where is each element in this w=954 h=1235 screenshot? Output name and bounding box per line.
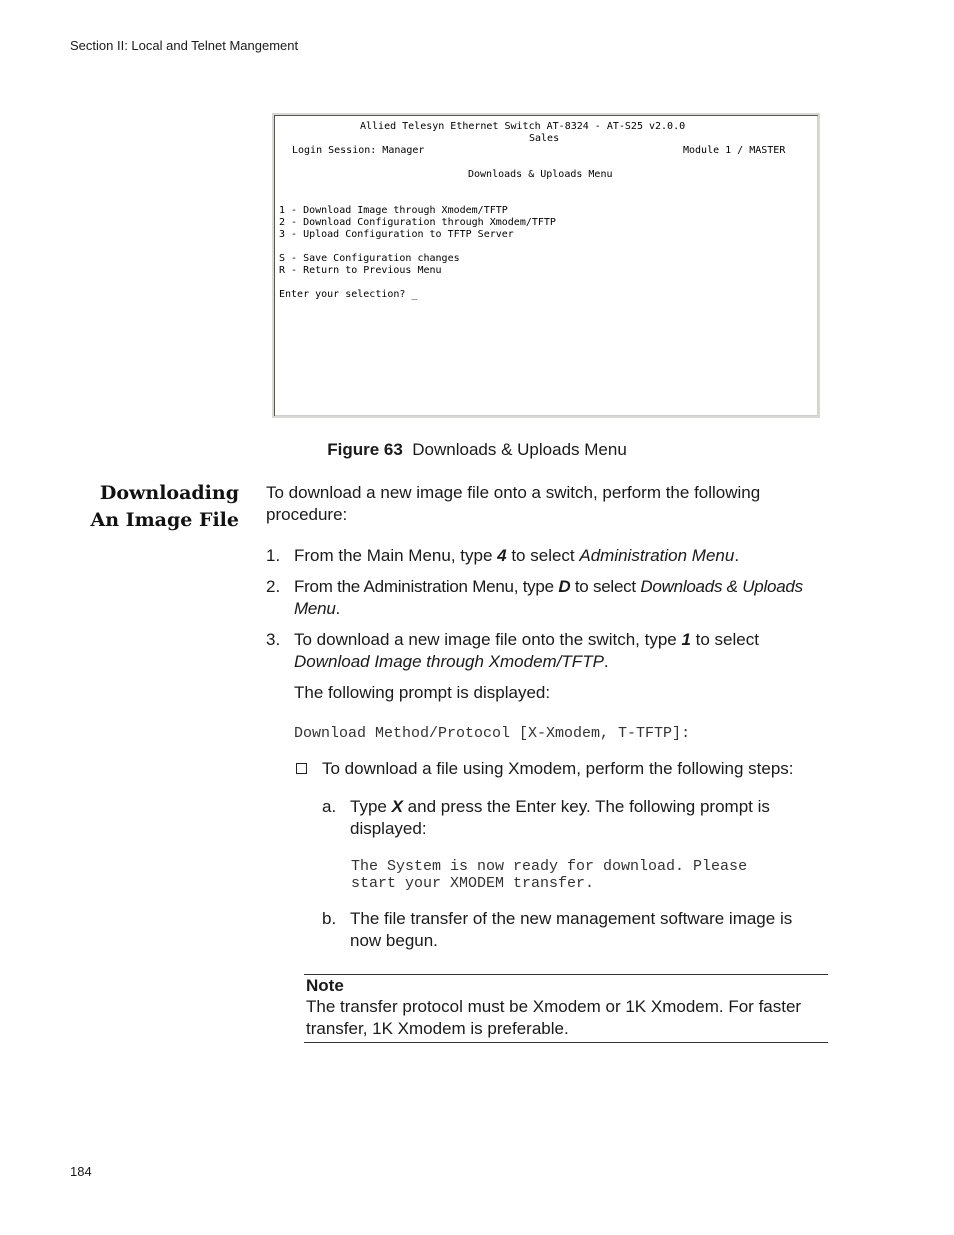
xmodem-prompt-line2: start your XMODEM transfer. [351, 875, 595, 892]
terminal-option-3: 3 - Upload Configuration to TFTP Server [279, 229, 514, 240]
step-1-target: Administration Menu [579, 546, 735, 565]
checkbox-bullet-icon [296, 763, 307, 774]
step-3 [294, 629, 804, 673]
substep-a-label: a. [322, 797, 337, 816]
page-number: 184 [70, 1164, 92, 1179]
step-2-mid: to select [570, 577, 641, 596]
step-3-target: Download Image through Xmodem/TFTP [294, 652, 604, 671]
prompt-intro: The following prompt is displayed: [294, 683, 551, 702]
note-bottom-rule [304, 1042, 828, 1043]
step-1-key: 4 [497, 546, 507, 565]
step-2 [294, 576, 829, 620]
substep-a-key: X [391, 797, 403, 816]
note-top-rule [304, 974, 828, 975]
step-2-end: . [335, 599, 341, 618]
substep-b: The file transfer of the new management software image is now begun. [350, 909, 793, 950]
terminal-prompt: Enter your selection? _ [279, 289, 418, 300]
section-heading [91, 480, 239, 534]
step-2-number: 2. [266, 577, 281, 596]
terminal-screenshot [272, 113, 820, 418]
step-1-mid: to select [506, 546, 580, 565]
step-1-number: 1. [266, 546, 281, 565]
step-2-text: From the Administration Menu, type [294, 577, 559, 596]
figure-caption [0, 440, 954, 460]
terminal-module: Module 1 / MASTER [683, 145, 786, 156]
step-2-key: D [558, 577, 571, 596]
section-heading-line2: An Image File [90, 509, 239, 531]
substep-b-label: b. [322, 909, 337, 928]
step-1-text: From the Main Menu, type [294, 546, 498, 565]
terminal-option-1: 1 - Download Image through Xmodem/TFTP [279, 205, 508, 216]
prompt-code: Download Method/Protocol [X-Xmodem, T-TFTP]: [294, 725, 691, 742]
step-2-target: Downloads & Uploads Menu [294, 577, 803, 618]
terminal-menu-title: Downloads & Uploads Menu [468, 169, 613, 180]
terminal-option-s: S - Save Configuration changes [279, 253, 460, 264]
running-header: Section II: Local and Telnet Mangement [70, 38, 299, 53]
terminal-system-name: Sales [529, 133, 560, 144]
note-title: Note [306, 976, 344, 995]
step-1 [294, 545, 829, 567]
xmodem-prompt-line1: The System is now ready for download. Please [351, 858, 748, 875]
figure-caption-text: Downloads & Uploads Menu [412, 440, 627, 459]
checkbox-item: To download a file using Xmodem, perform the following steps: [322, 759, 794, 778]
intro-paragraph: To download a new image file onto a switch, perform the following procedure: [266, 483, 761, 524]
step-3-mid: to select [690, 630, 759, 649]
figure-number: Figure 63 [327, 440, 403, 459]
terminal-login-session: Login Session: Manager [292, 145, 425, 156]
substep-a [350, 796, 810, 840]
terminal-option-2: 2 - Download Configuration through Xmodem/TFTP [279, 217, 556, 228]
step-3-key: 1 [681, 630, 691, 649]
substep-a-rest: and press the Enter key. The following prompt is displayed: [350, 797, 770, 838]
terminal-title-line: Allied Telesyn Ethernet Switch AT-8324 - AT-S25 v2.0.0 [360, 121, 686, 132]
terminal-option-r: R - Return to Previous Menu [279, 265, 442, 276]
step-3-number: 3. [266, 630, 281, 649]
note-text: The transfer protocol must be Xmodem or 1K Xmodem. For faster transfer, 1K Xmodem is preferable. [306, 997, 802, 1038]
step-3-text: To download a new image file onto the switch, type [294, 630, 682, 649]
section-heading-line1: Downloading [99, 482, 239, 504]
substep-a-text: Type [350, 797, 392, 816]
step-1-end: . [734, 546, 740, 565]
step-3-end: . [603, 652, 609, 671]
